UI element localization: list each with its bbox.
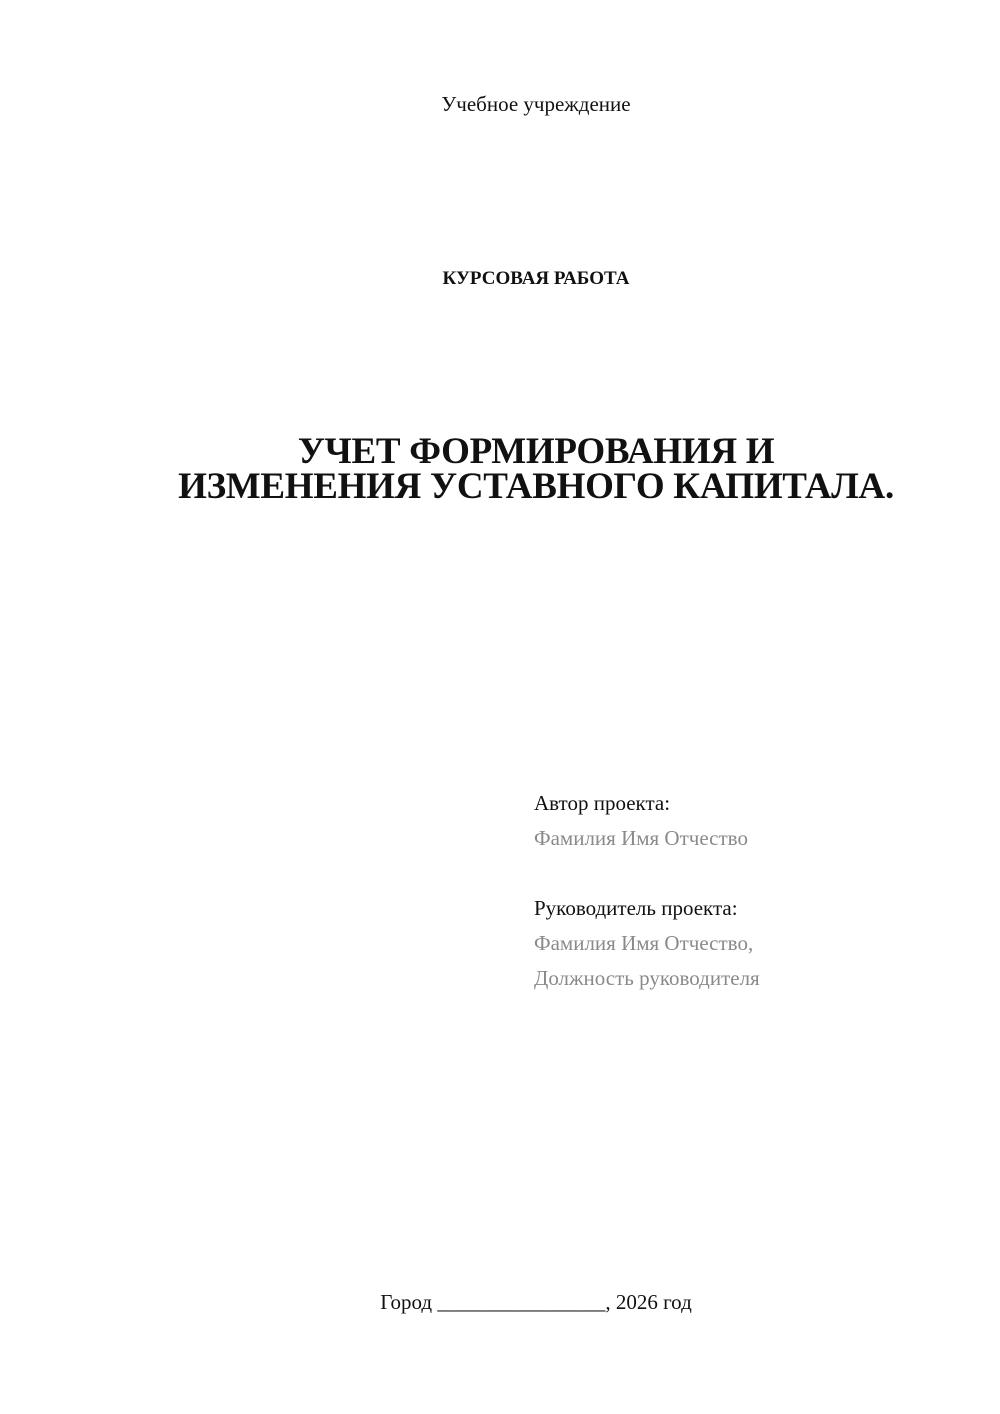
supervisor-label: Руководитель проекта: [534,896,738,920]
document-title [72,431,1000,507]
title-line-2: ИЗМЕНЕНИЯ УСТАВНОГО КАПИТАЛА. [178,466,894,507]
title-line-1: УЧЕТ ФОРМИРОВАНИЯ И [297,431,775,472]
city-year: Город ________________, 2026 год [380,1290,692,1314]
supervisor-block [534,891,760,996]
supervisor-position: Должность руководителя [534,966,760,990]
author-name: Фамилия Имя Отчество [534,826,748,850]
author-label: Автор проекта: [534,791,671,815]
author-block [534,786,748,856]
work-type: КУРСОВАЯ РАБОТА [442,268,630,289]
institution-name: Учебное учреждение [441,92,631,116]
supervisor-name: Фамилия Имя Отчество, [534,931,754,955]
